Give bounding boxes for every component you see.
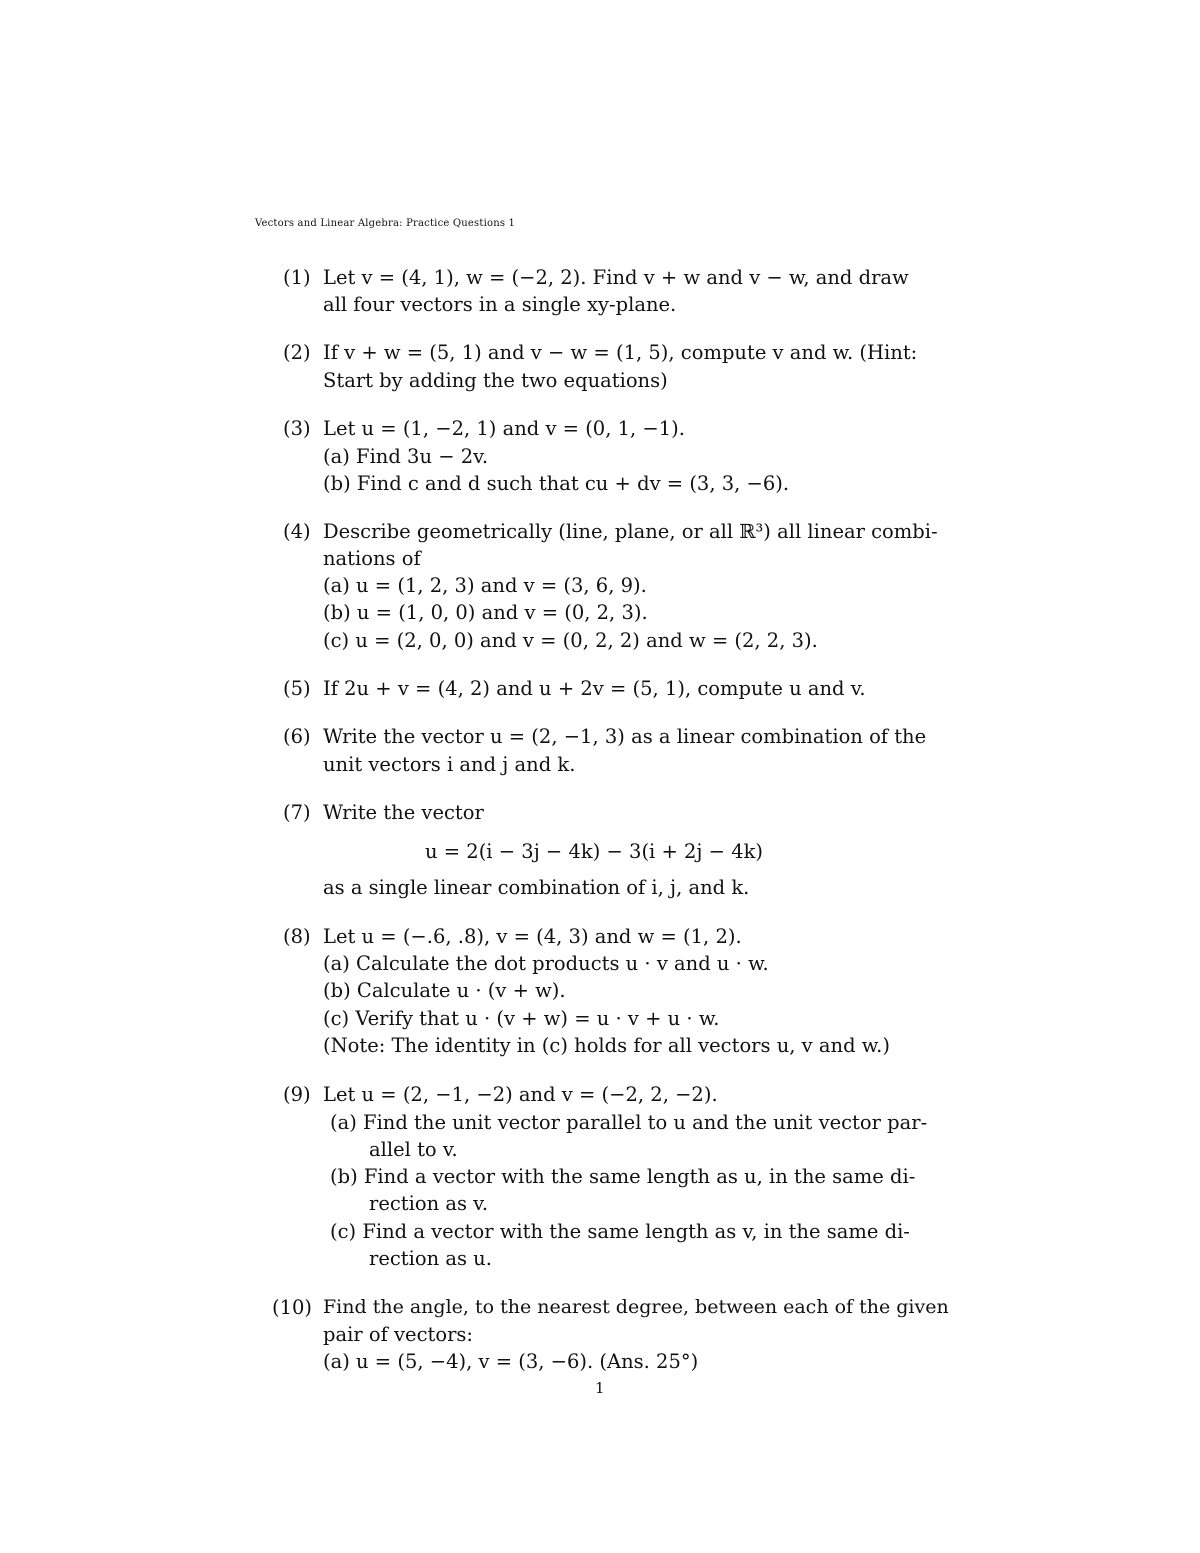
question-text-line: Describe geometrically (line, plane, or all ℝ³) all linear combi- (323, 520, 938, 543)
question-text-line: If v + w = (5, 1) and v − w = (1, 5), compute v and w. (Hint: (323, 341, 918, 364)
question-text-line: Let u = (1, −2, 1) and v = (0, 1, −1). (323, 417, 685, 440)
question-text-line: nations of (323, 547, 421, 570)
question-text-line: Let v = (4, 1), w = (−2, 2). Find v + w and v − w, and draw (323, 266, 909, 289)
question-text-line: Start by adding the two equations) (323, 369, 668, 392)
question-text-line: If 2u + v = (4, 2) and u + 2v = (5, 1), compute u and v. (323, 677, 866, 700)
question-number: (6) (283, 725, 311, 748)
question-subpart: (a) Calculate the dot products u · v and u · w. (323, 952, 769, 975)
question-subpart-continued: rection as v. (369, 1192, 489, 1215)
question-subpart: (a) u = (5, −4), v = (3, −6). (Ans. 25°) (323, 1350, 699, 1373)
question-subpart: (b) u = (1, 0, 0) and v = (0, 2, 3). (323, 601, 648, 624)
question-text-line: Let u = (2, −1, −2) and v = (−2, 2, −2). (323, 1083, 718, 1106)
question-subpart: (c) Verify that u · (v + w) = u · v + u · w. (323, 1007, 720, 1030)
page-number: 1 (595, 1379, 605, 1397)
question-subpart: (a) Find 3u − 2v. (323, 445, 489, 468)
question-number: (3) (283, 417, 311, 440)
question-note: (Note: The identity in (c) holds for all vectors u, v and w.) (323, 1034, 890, 1057)
question-number: (5) (283, 677, 311, 700)
question-subpart: (b) Find c and d such that cu + dv = (3, 3, −6). (323, 472, 790, 495)
question-subpart: (b) Calculate u · (v + w). (323, 979, 566, 1002)
display-equation: u = 2(i − 3j − 4k) − 3(i + 2j − 4k) (425, 840, 764, 863)
question-number: (10) (272, 1296, 313, 1319)
question-text-line: Let u = (−.6, .8), v = (4, 3) and w = (1, 2). (323, 925, 742, 948)
question-number: (9) (283, 1083, 311, 1106)
question-text-line: as a single linear combination of i, j, and k. (323, 876, 750, 899)
question-text-line: pair of vectors: (323, 1323, 473, 1346)
question-text-line: all four vectors in a single xy-plane. (323, 293, 677, 316)
question-subpart-continued: allel to v. (369, 1138, 458, 1161)
question-number: (4) (283, 520, 311, 543)
question-text-line: unit vectors i and j and k. (323, 753, 576, 776)
question-subpart: (c) u = (2, 0, 0) and v = (0, 2, 2) and w = (2, 2, 3). (323, 629, 818, 652)
question-subpart: (c) Find a vector with the same length as v, in the same di- (330, 1220, 910, 1243)
page-title: Vectors and Linear Algebra: Practice Questions 1 (255, 218, 516, 229)
question-subpart: (a) u = (1, 2, 3) and v = (3, 6, 9). (323, 574, 647, 597)
question-number: (7) (283, 801, 311, 824)
question-text-line: Write the vector (323, 801, 484, 824)
question-number: (1) (283, 266, 311, 289)
question-number: (2) (283, 341, 311, 364)
question-text-line: Find the angle, to the nearest degree, between each of the given (323, 1296, 949, 1318)
question-subpart-continued: rection as u. (369, 1247, 492, 1270)
question-subpart: (a) Find the unit vector parallel to u and the unit vector par- (330, 1111, 928, 1134)
question-number: (8) (283, 925, 311, 948)
question-text-line: Write the vector u = (2, −1, 3) as a linear combination of the (323, 725, 927, 748)
question-subpart: (b) Find a vector with the same length as u, in the same di- (330, 1165, 916, 1188)
